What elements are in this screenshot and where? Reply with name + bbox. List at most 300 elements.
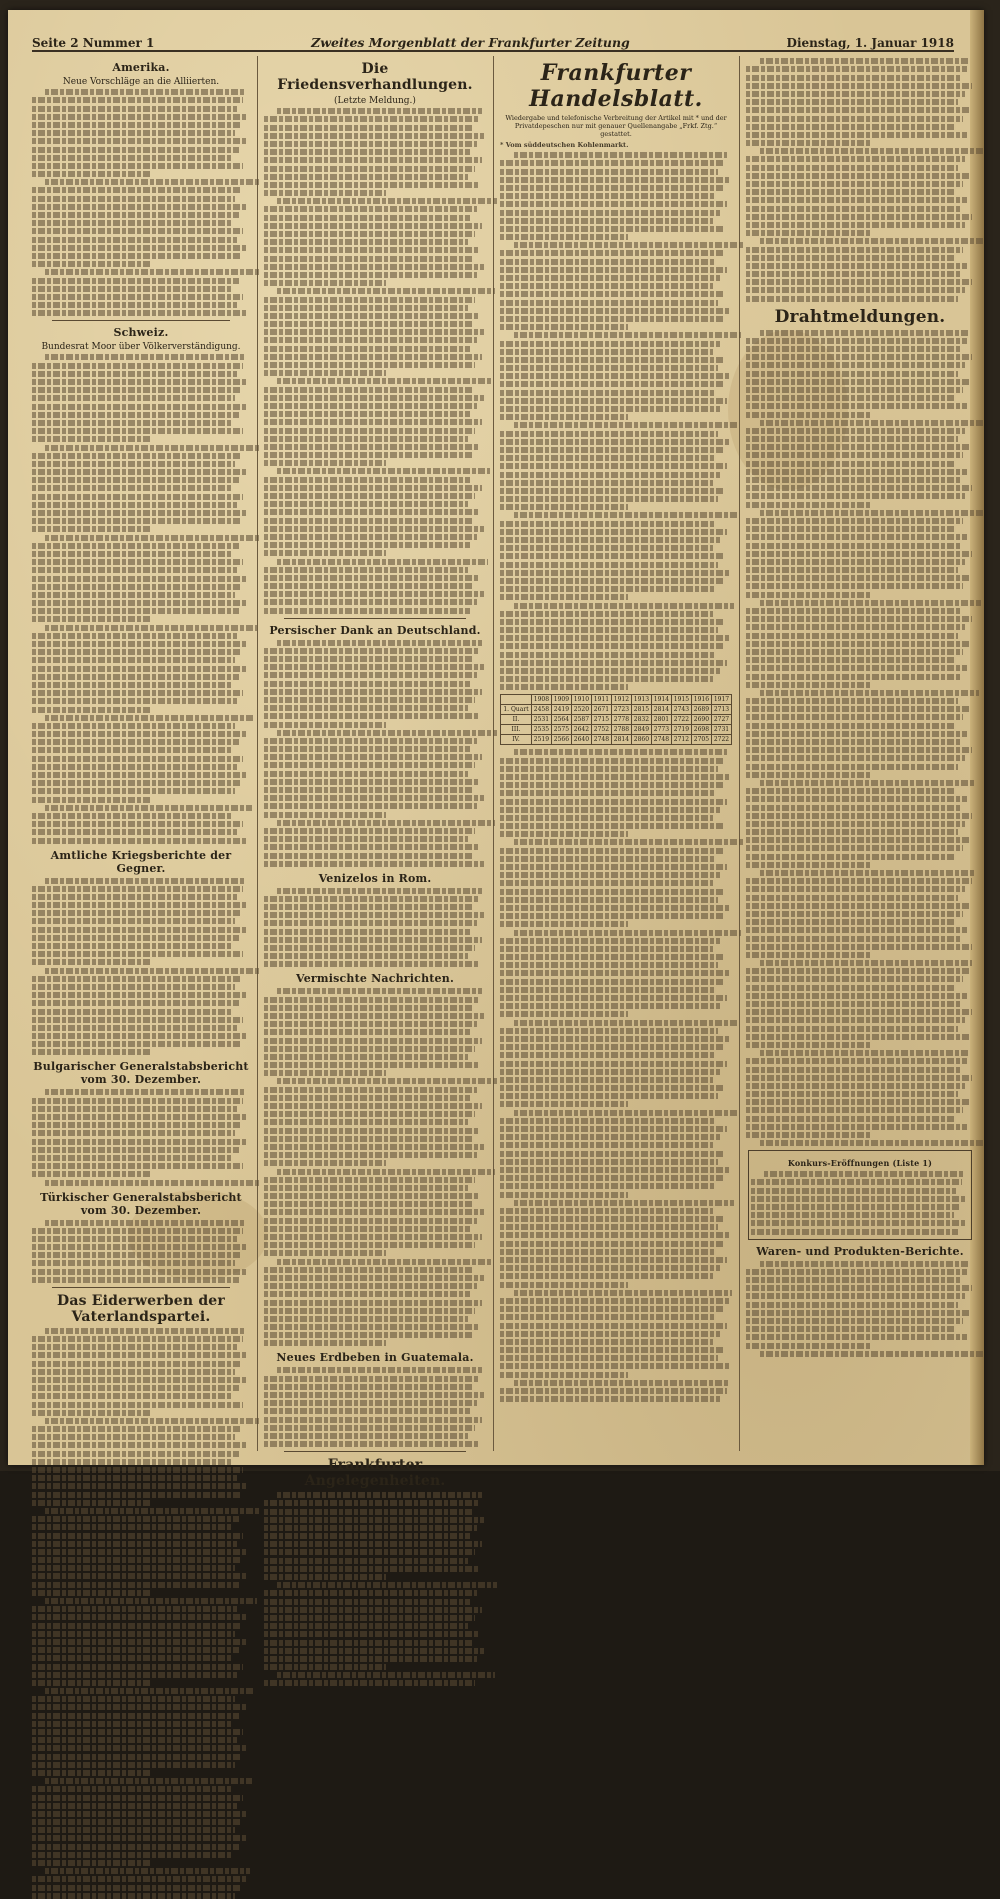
text-line	[264, 861, 484, 867]
text-line	[264, 1062, 479, 1068]
text-line	[264, 206, 477, 212]
text-line	[746, 362, 965, 368]
text-line	[32, 1713, 239, 1719]
paper-title: Zweites Morgenblatt der Frankfurter Zeitung	[311, 35, 630, 50]
divider	[52, 320, 230, 321]
text-line	[277, 988, 481, 994]
text-line	[746, 895, 958, 901]
section-subheading: Bundesrat Moor über Völkerverständigung.	[41, 342, 241, 353]
text-line	[264, 567, 468, 573]
text-line	[32, 707, 152, 713]
text-line	[32, 1236, 237, 1242]
text-line	[500, 1192, 628, 1198]
text-line	[500, 308, 730, 314]
text-line	[32, 237, 237, 243]
text-line	[264, 920, 477, 926]
statistics-table	[500, 694, 732, 745]
text-line	[746, 379, 969, 385]
text-line	[264, 329, 484, 335]
text-line	[746, 107, 969, 113]
text-line	[32, 1696, 235, 1702]
text-line	[746, 543, 960, 549]
text-line	[32, 797, 152, 803]
text-line	[32, 395, 235, 401]
text-line	[264, 1558, 468, 1564]
text-line	[760, 58, 970, 64]
text-line	[264, 542, 470, 548]
text-line	[32, 212, 239, 218]
text-line	[500, 594, 628, 600]
text-line	[500, 1077, 713, 1083]
text-line	[264, 337, 477, 343]
text-line	[500, 979, 723, 985]
text-line	[32, 1361, 241, 1367]
text-line	[760, 600, 981, 606]
text-line	[45, 1688, 254, 1694]
text-line	[264, 1623, 468, 1629]
text-line	[500, 472, 720, 478]
text-line	[45, 1180, 261, 1186]
table-cell: 2748	[651, 735, 671, 745]
text-line	[500, 1101, 628, 1107]
text-line	[264, 1376, 479, 1382]
table-row	[501, 735, 732, 745]
text-line	[264, 1136, 473, 1142]
column-rule	[493, 56, 494, 1451]
article-text	[32, 354, 250, 843]
text-line	[45, 968, 261, 974]
text-line	[264, 452, 473, 458]
table-cell: 2815	[631, 705, 651, 715]
text-line	[746, 214, 972, 220]
text-line	[264, 256, 473, 262]
text-line	[514, 603, 734, 609]
table-cell: 2719	[671, 725, 691, 735]
text-line	[746, 346, 960, 352]
text-line	[746, 1107, 963, 1113]
text-line	[32, 1876, 248, 1882]
text-line	[32, 1114, 248, 1120]
text-line	[32, 1492, 241, 1498]
section-heading: Venizelos in Rom.	[318, 871, 432, 885]
text-line	[746, 919, 956, 925]
text-line	[264, 321, 473, 327]
table-cell: 1. Quart	[501, 705, 532, 715]
text-line	[264, 1152, 477, 1158]
text-line	[264, 771, 468, 777]
text-line	[32, 698, 237, 704]
table-cell: 2731	[711, 725, 731, 735]
article-text	[500, 749, 732, 1402]
text-line	[264, 1070, 386, 1076]
table-cell: 2535	[531, 725, 551, 735]
text-line	[746, 829, 958, 835]
text-line	[746, 1277, 960, 1283]
text-line	[264, 493, 475, 499]
text-line	[500, 1159, 718, 1165]
text-line	[751, 1196, 967, 1202]
text-line	[264, 460, 386, 466]
text-line	[751, 1204, 960, 1210]
text-line	[500, 946, 713, 952]
text-line	[746, 526, 956, 532]
text-line	[264, 608, 470, 614]
text-line	[746, 255, 956, 261]
table-cell: 2722	[671, 715, 691, 725]
text-line	[32, 1606, 237, 1612]
section-heading: Neues Erdbeben in Guatemala.	[276, 1351, 474, 1365]
text-line	[500, 970, 730, 976]
text-line	[32, 155, 233, 161]
text-line	[32, 984, 235, 990]
section-subheading: Neue Vorschläge an die Alliierten.	[62, 77, 220, 87]
text-line	[514, 1290, 732, 1296]
text-line	[264, 1541, 482, 1547]
text-line	[500, 1003, 720, 1009]
text-line	[500, 1257, 727, 1263]
table-cell: 2723	[611, 705, 631, 715]
text-line	[32, 1277, 239, 1283]
text-line	[500, 1265, 720, 1271]
table-cell: 2814	[611, 735, 631, 745]
text-line	[32, 616, 152, 622]
text-line	[500, 913, 723, 919]
text-line	[32, 633, 237, 639]
text-line	[500, 668, 720, 674]
text-line	[264, 1021, 477, 1027]
text-line	[45, 1089, 246, 1095]
text-line	[746, 461, 956, 467]
page-number: Seite 2 Nummer 1	[32, 36, 155, 50]
text-line	[514, 332, 741, 338]
text-line	[746, 575, 969, 581]
text-line	[264, 223, 482, 229]
text-line	[500, 504, 628, 510]
text-line	[264, 1340, 386, 1346]
text-line	[264, 1038, 482, 1044]
text-line	[277, 559, 488, 565]
text-line	[264, 1193, 479, 1199]
text-line	[500, 1372, 628, 1378]
text-line	[746, 567, 958, 573]
table-cell: 2698	[691, 725, 711, 735]
text-line	[264, 1029, 470, 1035]
text-line	[32, 1106, 237, 1112]
text-line	[32, 1451, 239, 1457]
text-line	[746, 608, 960, 614]
text-line	[264, 125, 473, 131]
text-line	[32, 1147, 239, 1153]
text-line	[746, 271, 960, 277]
section-heading: Konkurs-Eröffnungen (Liste 1)	[787, 1158, 933, 1169]
text-line	[32, 494, 243, 500]
table-cell: 2788	[611, 725, 631, 735]
text-line	[264, 1549, 475, 1555]
text-line	[746, 764, 958, 770]
text-line	[264, 1566, 479, 1572]
column-3	[500, 56, 732, 1451]
text-line	[264, 836, 468, 842]
text-line	[500, 872, 720, 878]
text-line	[32, 469, 246, 475]
text-line	[277, 108, 481, 114]
text-line	[32, 935, 239, 941]
text-line	[32, 1344, 237, 1350]
text-line	[264, 722, 386, 728]
text-line	[500, 611, 713, 617]
text-line	[264, 754, 482, 760]
text-line	[500, 676, 713, 682]
section-masthead: Frankfurter Handelsblatt.	[529, 60, 703, 112]
text-line	[500, 1134, 720, 1140]
text-line	[32, 1664, 243, 1670]
section-intro: Wiedergabe und telefonische Verbreitung der Artikel mit * und der Privatdepeschen nur mit genauer Quellenangabe „Frkf. Ztg.“ gestattet.	[505, 114, 727, 138]
text-line	[500, 1085, 725, 1091]
text-line	[264, 1209, 484, 1215]
text-line	[746, 755, 965, 761]
text-line	[264, 247, 479, 253]
table-cell: 2564	[551, 715, 571, 725]
text-line	[264, 1517, 484, 1523]
table-cell: 2713	[711, 705, 731, 715]
text-line	[264, 1160, 386, 1166]
text-line	[264, 485, 482, 491]
text-line	[32, 559, 243, 565]
text-line	[32, 608, 239, 614]
table-header-cell: 1910	[571, 695, 591, 705]
column-4	[746, 56, 974, 1451]
text-line	[277, 730, 497, 736]
notice-box	[748, 1150, 972, 1240]
text-line	[500, 897, 718, 903]
text-line	[500, 864, 727, 870]
text-line	[500, 1208, 713, 1214]
text-line	[264, 672, 477, 678]
text-line	[746, 493, 965, 499]
text-line	[500, 1044, 723, 1050]
text-line	[32, 138, 246, 144]
text-line	[746, 1310, 969, 1316]
text-line	[500, 938, 720, 944]
text-line	[500, 987, 716, 993]
text-line	[32, 502, 237, 508]
article-text	[264, 988, 486, 1346]
text-line	[32, 894, 237, 900]
table-cell: 2640	[571, 735, 591, 745]
text-line	[32, 1033, 248, 1039]
text-line	[500, 250, 723, 256]
text-line	[264, 518, 473, 524]
text-line	[264, 599, 477, 605]
text-line	[746, 936, 960, 942]
table-header-cell: 1915	[671, 695, 691, 705]
text-line	[277, 820, 495, 826]
text-line	[264, 1656, 477, 1662]
text-line	[746, 1326, 956, 1332]
text-line	[32, 363, 243, 369]
text-line	[264, 313, 479, 319]
text-line	[500, 995, 727, 1001]
text-line	[264, 272, 477, 278]
text-line	[500, 267, 727, 273]
text-line	[32, 1549, 248, 1555]
text-line	[32, 163, 243, 169]
text-line	[277, 1492, 481, 1498]
text-line	[264, 1615, 475, 1621]
text-line	[32, 1393, 233, 1399]
text-line	[746, 338, 967, 344]
text-line	[45, 878, 246, 884]
text-line	[32, 641, 248, 647]
text-line	[500, 1323, 727, 1329]
text-line	[264, 575, 479, 581]
table-cell: 2712	[671, 735, 691, 745]
section-heading: Die Friedensverhandlungen.	[277, 61, 473, 93]
text-line	[45, 1328, 246, 1334]
text-line	[500, 431, 718, 437]
text-line	[264, 403, 477, 409]
text-line	[32, 1893, 235, 1899]
text-line	[746, 1302, 958, 1308]
text-line	[746, 502, 871, 508]
text-line	[746, 1293, 965, 1299]
article-lead: * Vom süddeutschen Kohlenmarkt.	[500, 141, 629, 149]
text-line	[746, 181, 963, 187]
text-line	[500, 1175, 723, 1181]
text-line	[264, 1324, 479, 1330]
text-line	[500, 537, 720, 543]
text-line	[32, 1803, 237, 1809]
text-line	[32, 1655, 233, 1661]
text-line	[514, 242, 744, 248]
text-line	[32, 114, 248, 120]
text-line	[277, 378, 492, 384]
text-line	[760, 1351, 986, 1357]
text-line	[264, 141, 477, 147]
text-line	[32, 1155, 233, 1161]
text-line	[32, 453, 241, 459]
text-line	[264, 591, 484, 597]
text-line	[746, 559, 965, 565]
text-line	[45, 625, 256, 631]
text-line	[264, 346, 470, 352]
text-line	[746, 747, 972, 753]
text-line	[32, 551, 233, 557]
text-line	[500, 1306, 723, 1312]
text-line	[264, 1291, 470, 1297]
text-line	[264, 762, 475, 768]
article-text	[32, 1089, 250, 1185]
text-line	[500, 562, 718, 568]
text-line	[32, 682, 233, 688]
text-line	[746, 371, 958, 377]
text-line	[32, 918, 235, 924]
text-line	[264, 689, 482, 695]
text-line	[264, 1441, 479, 1447]
text-line	[746, 993, 967, 999]
text-line	[32, 1590, 152, 1596]
text-line	[746, 189, 956, 195]
text-line	[500, 283, 713, 289]
text-line	[32, 1704, 246, 1710]
text-line	[264, 1425, 475, 1431]
text-line	[264, 387, 473, 393]
text-line	[500, 455, 716, 461]
text-line	[32, 1582, 239, 1588]
text-line	[264, 961, 479, 967]
text-line	[500, 782, 723, 788]
text-line	[746, 91, 965, 97]
text-line	[760, 1140, 986, 1146]
text-line	[760, 510, 983, 516]
text-line	[264, 1300, 482, 1306]
text-line	[264, 174, 468, 180]
text-line	[760, 238, 983, 244]
text-line	[746, 649, 963, 655]
text-line	[500, 553, 725, 559]
text-line	[746, 788, 956, 794]
text-line	[264, 681, 470, 687]
text-line	[264, 945, 475, 951]
text-line	[264, 1680, 475, 1686]
text-line	[500, 1314, 716, 1320]
text-line	[746, 354, 972, 360]
table-cell: 2748	[591, 735, 611, 745]
text-line	[746, 287, 965, 293]
text-line	[264, 182, 479, 188]
text-line	[277, 288, 495, 294]
text-line	[264, 1177, 475, 1183]
text-line	[32, 567, 237, 573]
text-line	[514, 422, 739, 428]
text-line	[264, 1408, 470, 1414]
text-line	[32, 1852, 233, 1858]
article-text	[500, 152, 732, 690]
text-line	[32, 1811, 248, 1817]
text-line	[760, 960, 972, 966]
text-line	[500, 1273, 713, 1279]
text-line	[500, 300, 718, 306]
text-line	[760, 870, 974, 876]
column-rule	[739, 56, 740, 1451]
text-line	[264, 444, 479, 450]
text-line	[264, 1631, 479, 1637]
article-text	[264, 108, 486, 613]
text-line	[746, 1269, 967, 1275]
text-line	[746, 485, 972, 491]
text-line	[32, 1639, 246, 1645]
text-line	[264, 1054, 468, 1060]
text-line	[32, 526, 152, 532]
text-line	[746, 862, 871, 868]
text-line	[32, 404, 246, 410]
text-line	[746, 477, 960, 483]
text-line	[32, 1025, 237, 1031]
text-line	[32, 1844, 239, 1850]
text-line	[746, 412, 871, 418]
text-line	[32, 764, 237, 770]
text-line	[746, 551, 972, 557]
text-line	[32, 1410, 152, 1416]
table-cell: 2419	[551, 705, 571, 715]
text-line	[32, 1467, 243, 1473]
text-line	[264, 526, 484, 532]
text-line	[32, 1336, 243, 1342]
text-line	[32, 1573, 246, 1579]
text-line	[746, 1334, 967, 1340]
text-line	[264, 1144, 484, 1150]
text-line	[746, 837, 969, 843]
